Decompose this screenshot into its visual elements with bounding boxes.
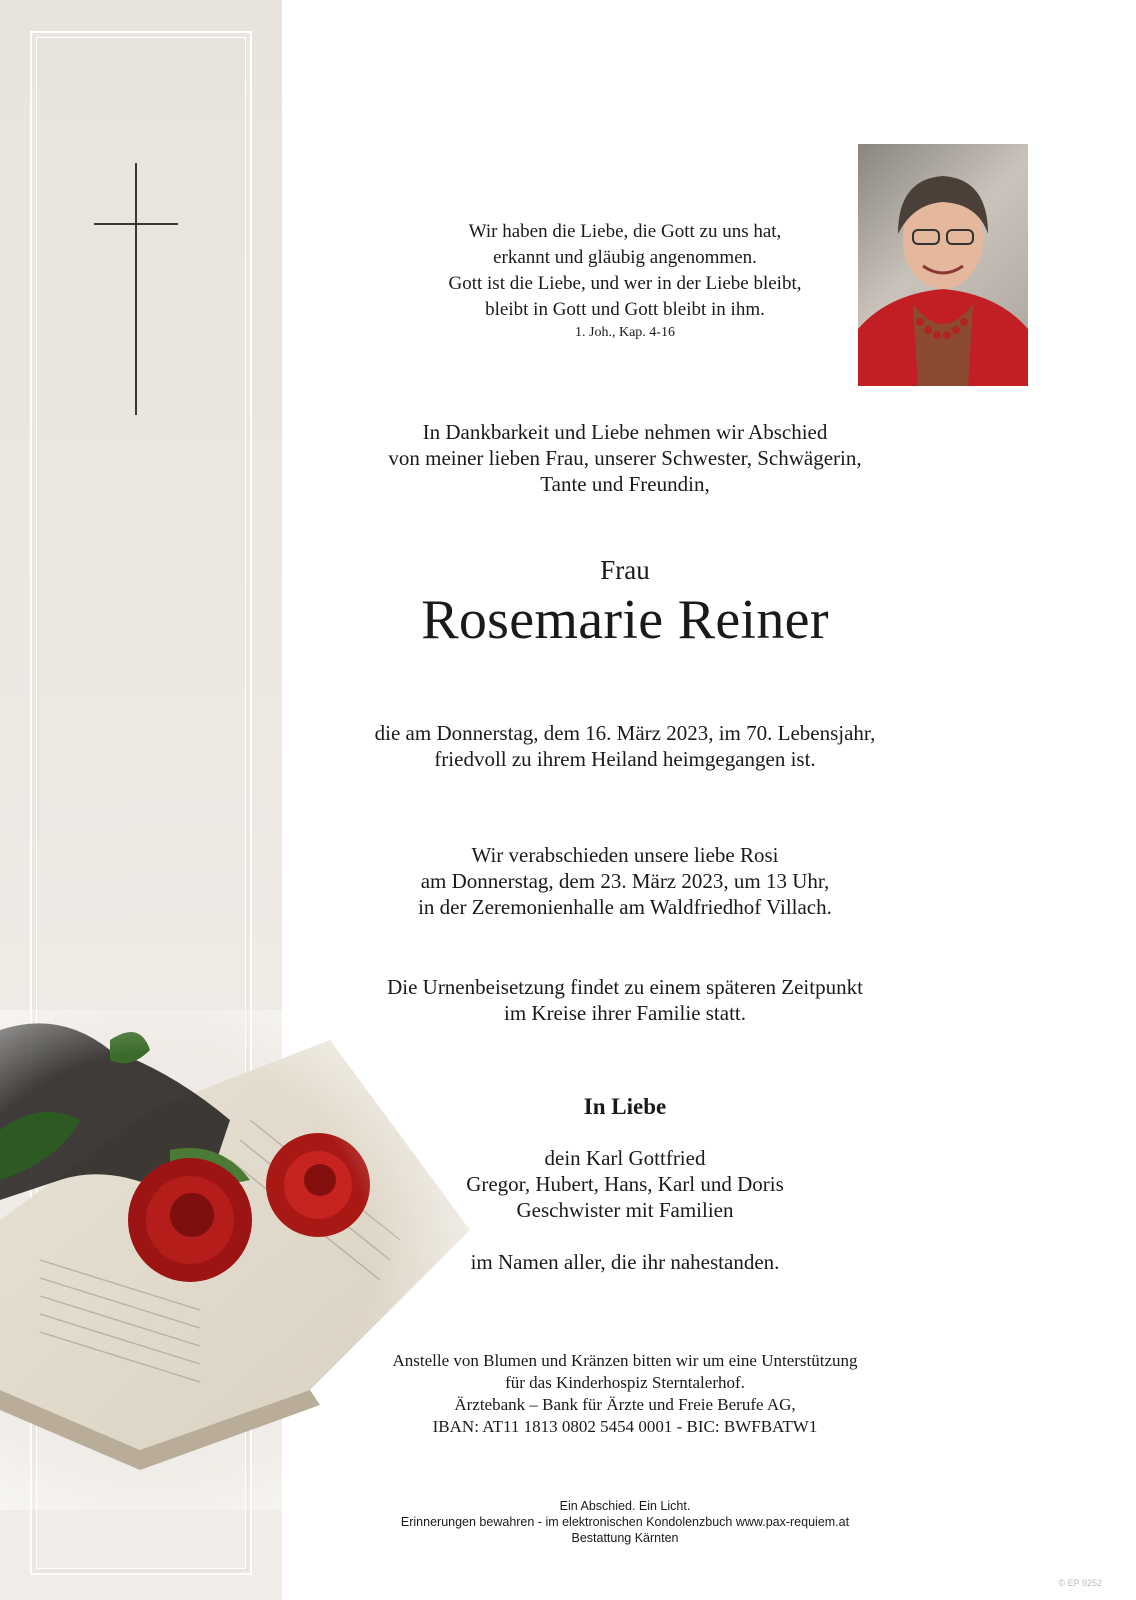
donation-request [300, 1350, 950, 1438]
footer-undertaker: Bestattung Kärnten [571, 1531, 679, 1545]
farewell-intro [300, 419, 950, 497]
verse-line: erkannt und gläubig angenommen. [493, 247, 757, 268]
donation-line: Anstelle von Blumen und Kränzen bitten wir um eine Unterstützung [392, 1351, 858, 1370]
mourner-line: dein Karl Gottfried [544, 1146, 706, 1170]
cross-icon-bar [94, 223, 178, 225]
ceremony-line: in der Zeremonienhalle am Waldfriedhof Villach. [418, 895, 832, 919]
mourners-heading: In Liebe [583, 1094, 667, 1119]
document-code: © EP 9252 [1058, 1578, 1102, 1588]
urn-burial-note [300, 974, 950, 1026]
mourners-list [300, 1145, 950, 1223]
donation-line: IBAN: AT11 1813 0802 5454 0001 - BIC: BWFBATW1 [432, 1417, 818, 1436]
death-line: friedvoll zu ihrem Heiland heimgegangen ist. [434, 747, 816, 771]
bible-verse [300, 219, 950, 343]
intro-line: In Dankbarkeit und Liebe nehmen wir Abschied [422, 420, 828, 444]
donation-line: Ärztebank – Bank für Ärzte und Freie Berufe AG, [454, 1395, 796, 1414]
mourner-line: Geschwister mit Familien [516, 1198, 734, 1222]
intro-line: Tante und Freundin, [540, 472, 710, 496]
footer-slogan: Ein Abschied. Ein Licht. [559, 1499, 691, 1513]
donation-line: für das Kinderhospiz Sterntalerhof. [505, 1373, 745, 1392]
mourner-line: Gregor, Hubert, Hans, Karl und Doris [466, 1172, 784, 1196]
ceremony-line: am Donnerstag, dem 23. März 2023, um 13 Uhr, [420, 869, 830, 893]
honorific: Frau [600, 555, 650, 585]
ceremony-line: Wir verabschieden unsere liebe Rosi [471, 843, 779, 867]
mourners-closing: im Namen aller, die ihr nahestanden. [470, 1250, 780, 1274]
verse-reference: 1. Joh., Kap. 4-16 [575, 325, 675, 340]
urn-line: im Kreise ihrer Familie statt. [503, 1001, 747, 1025]
urn-line: Die Urnenbeisetzung findet zu einem späteren Zeitpunkt [387, 975, 863, 999]
verse-line: Wir haben die Liebe, die Gott zu uns hat, [468, 221, 782, 242]
ceremony-details [300, 842, 950, 920]
verse-line: bleibt in Gott und Gott bleibt in ihm. [485, 299, 765, 320]
deceased-name: Rosemarie Reiner [421, 589, 829, 651]
intro-line: von meiner lieben Frau, unserer Schwester, Schwägerin, [388, 446, 862, 470]
death-line: die am Donnerstag, dem 16. März 2023, im 70. Lebensjahr, [374, 721, 876, 745]
verse-line: Gott ist die Liebe, und wer in der Liebe bleibt, [448, 273, 802, 294]
footer [300, 1498, 950, 1546]
death-notice [300, 720, 950, 772]
footer-condolence-link: Erinnerungen bewahren - im elektronischen Kondolenzbuch www.pax-requiem.at [400, 1515, 850, 1529]
cross-icon [135, 163, 137, 415]
